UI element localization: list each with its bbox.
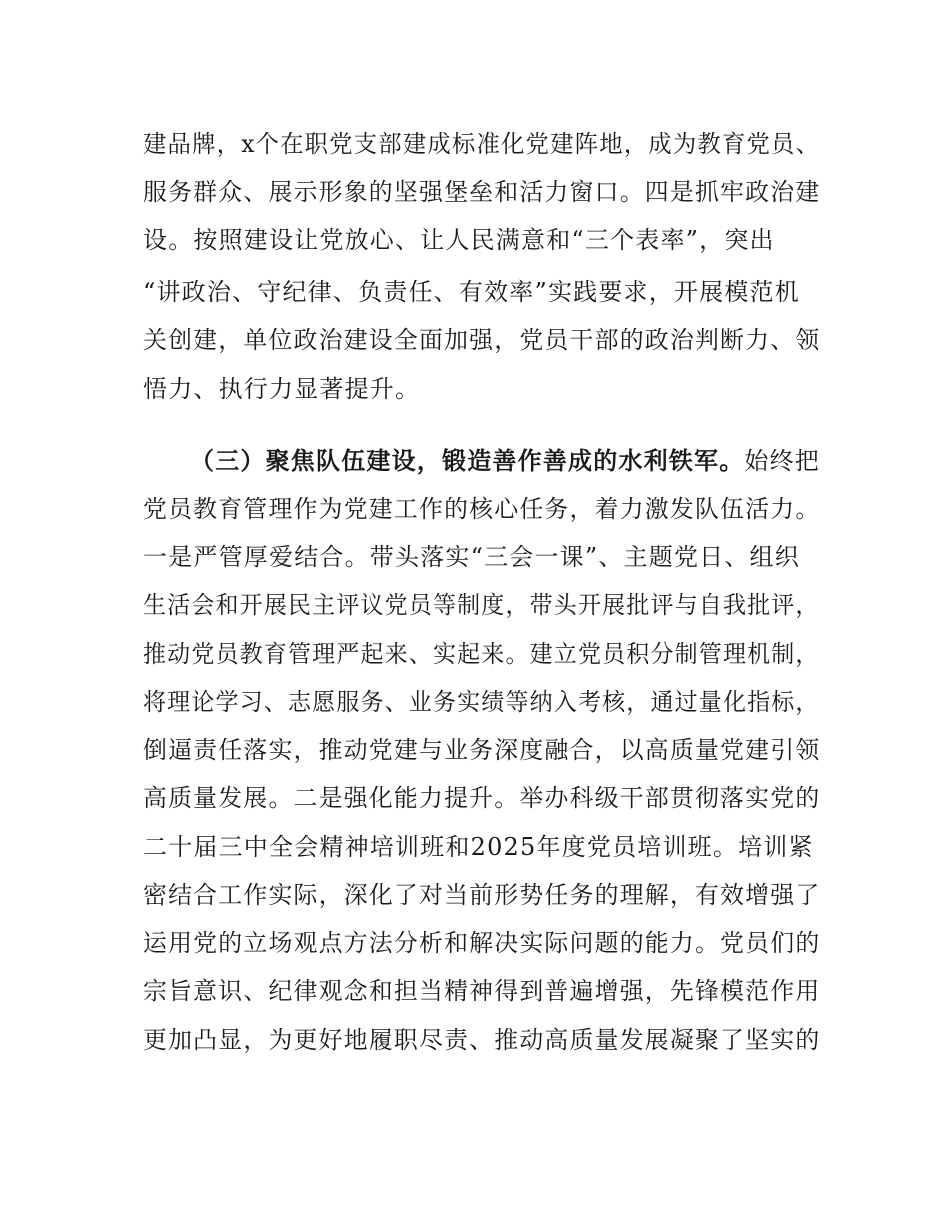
paragraph-line: 悟力、执行力显著提升。 — [143, 375, 421, 403]
paragraph-line: 设。按照建设让党放心、让人民满意和“三个表率”，突出 — [143, 226, 775, 254]
paragraph-line: 二十届三中全会精神培训班和2025年度党员培训班。培训紧 — [143, 833, 814, 861]
paragraph-line: 推动党员教育管理严起来、实起来。建立党员积分制管理机制， — [143, 640, 820, 668]
paragraph-line: 一是严管厚爱结合。带头落实“三会一课”、主题党日、组织 — [143, 543, 800, 571]
paragraph-line: “讲政治、守纪律、负责任、有效率”实践要求，开展模范机 — [143, 278, 800, 306]
paragraph-line: 党员教育管理作为党建工作的核心任务，着力激发队伍活力。 — [143, 495, 821, 523]
paragraph-line: 生活会和开展民主评议党员等制度，带头开展批评与自我批评， — [143, 591, 820, 619]
section-heading-continuation: 始终把 — [744, 447, 821, 475]
paragraph-line: 运用党的立场观点方法分析和解决实际问题的能力。党员们的 — [143, 929, 821, 957]
paragraph-line: 服务群众、展示形象的坚强堡垒和活力窗口。四是抓牢政治建 — [143, 178, 821, 206]
paragraph-line: 高质量发展。二是强化能力提升。举办科级干部贯彻落实党的 — [143, 784, 821, 812]
paragraph-line: 密结合工作实际，深化了对当前形势任务的理解，有效增强了 — [143, 881, 821, 909]
paragraph-line: 倒逼责任落实，推动党建与业务深度融合，以高质量党建引领 — [143, 736, 821, 764]
paragraph-line: 建品牌，x个在职党支部建成标准化党建阵地，成为教育党员、 — [143, 130, 821, 158]
paragraph-line: 更加凸显，为更好地履职尽责、推动高质量发展凝聚了坚实的 — [143, 1026, 821, 1054]
paragraph-line: 关创建，单位政治建设全面加强，党员干部的政治判断力、领 — [143, 326, 821, 354]
section-heading: （三）聚焦队伍建设，锻造善作善成的水利铁军。 — [190, 447, 745, 475]
paragraph-line: 将理论学习、志愿服务、业务实绩等纳入考核，通过量化指标， — [143, 688, 820, 716]
section-heading-line — [190, 446, 820, 476]
paragraph-line: 宗旨意识、纪律观念和担当精神得到普遍增强，先锋模范作用 — [143, 977, 821, 1005]
